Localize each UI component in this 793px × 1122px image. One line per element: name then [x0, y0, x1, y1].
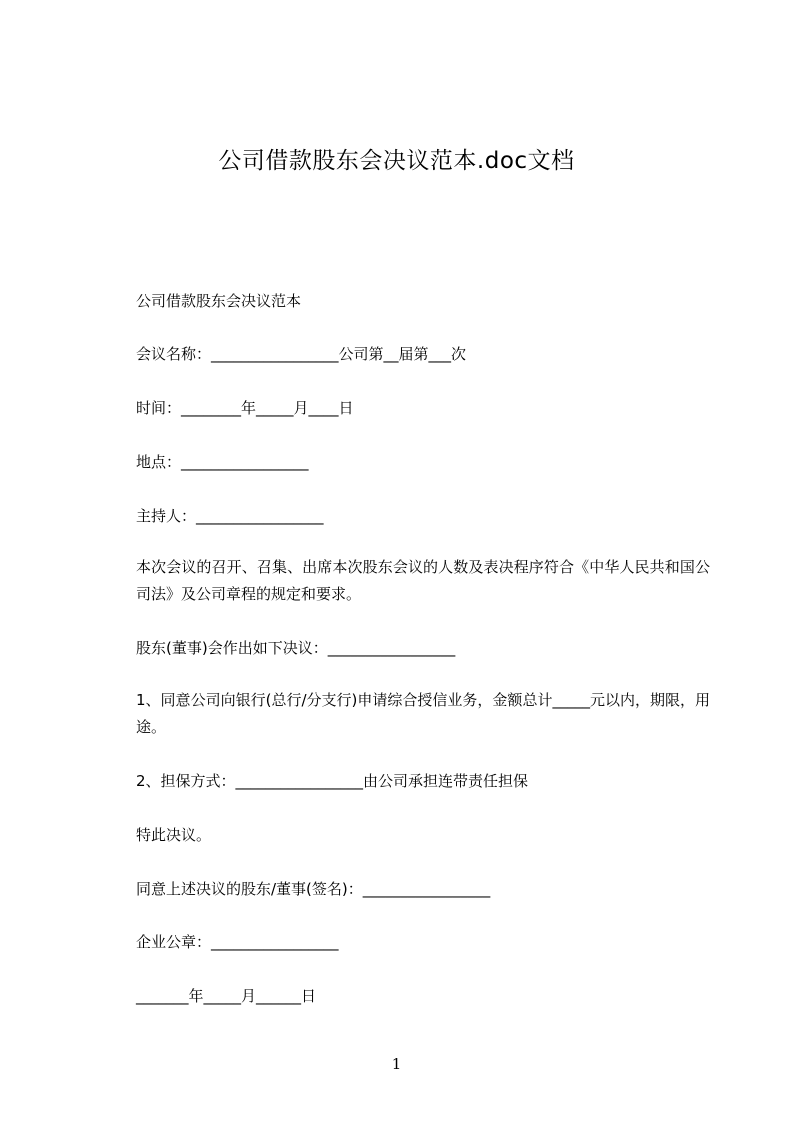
document-title: 公司借款股东会决议范本.doc文档	[218, 148, 575, 174]
seal-line: 企业公章：_________________	[136, 933, 339, 951]
resolution-item-1-text: 1、同意公司向银行(总行/分支行)申请综合授信业务，金额总计_____元以内，期限，用途。	[136, 691, 710, 736]
host-line: 主持人：_________________	[136, 507, 324, 525]
date-line: _______年_____月______日	[136, 987, 317, 1005]
location-line: 地点：_________________	[136, 453, 309, 471]
page-number: 1	[391, 1055, 402, 1073]
compliance-paragraph	[106, 554, 710, 608]
resolution-item-1	[106, 687, 710, 741]
resolution-item-2: 2、担保方式：_________________由公司承担连带责任担保	[136, 772, 529, 790]
compliance-text: 本次会议的召开、召集、出席本次股东会议的人数及表决程序符合《中华人民共和国公司法》及公司章程的规定和要求。	[136, 558, 710, 603]
resolution-intro: 股东(董事)会作出如下决议：_________________	[136, 639, 456, 657]
signature-line: 同意上述决议的股东/董事(签名)：_________________	[136, 880, 491, 898]
document-heading: 公司借款股东会决议范本	[136, 292, 302, 310]
time-line: 时间：________年_____月____日	[136, 399, 354, 417]
meeting-name-line: 会议名称：_________________公司第__届第___次	[136, 345, 467, 363]
closing-line: 特此决议。	[136, 826, 212, 844]
